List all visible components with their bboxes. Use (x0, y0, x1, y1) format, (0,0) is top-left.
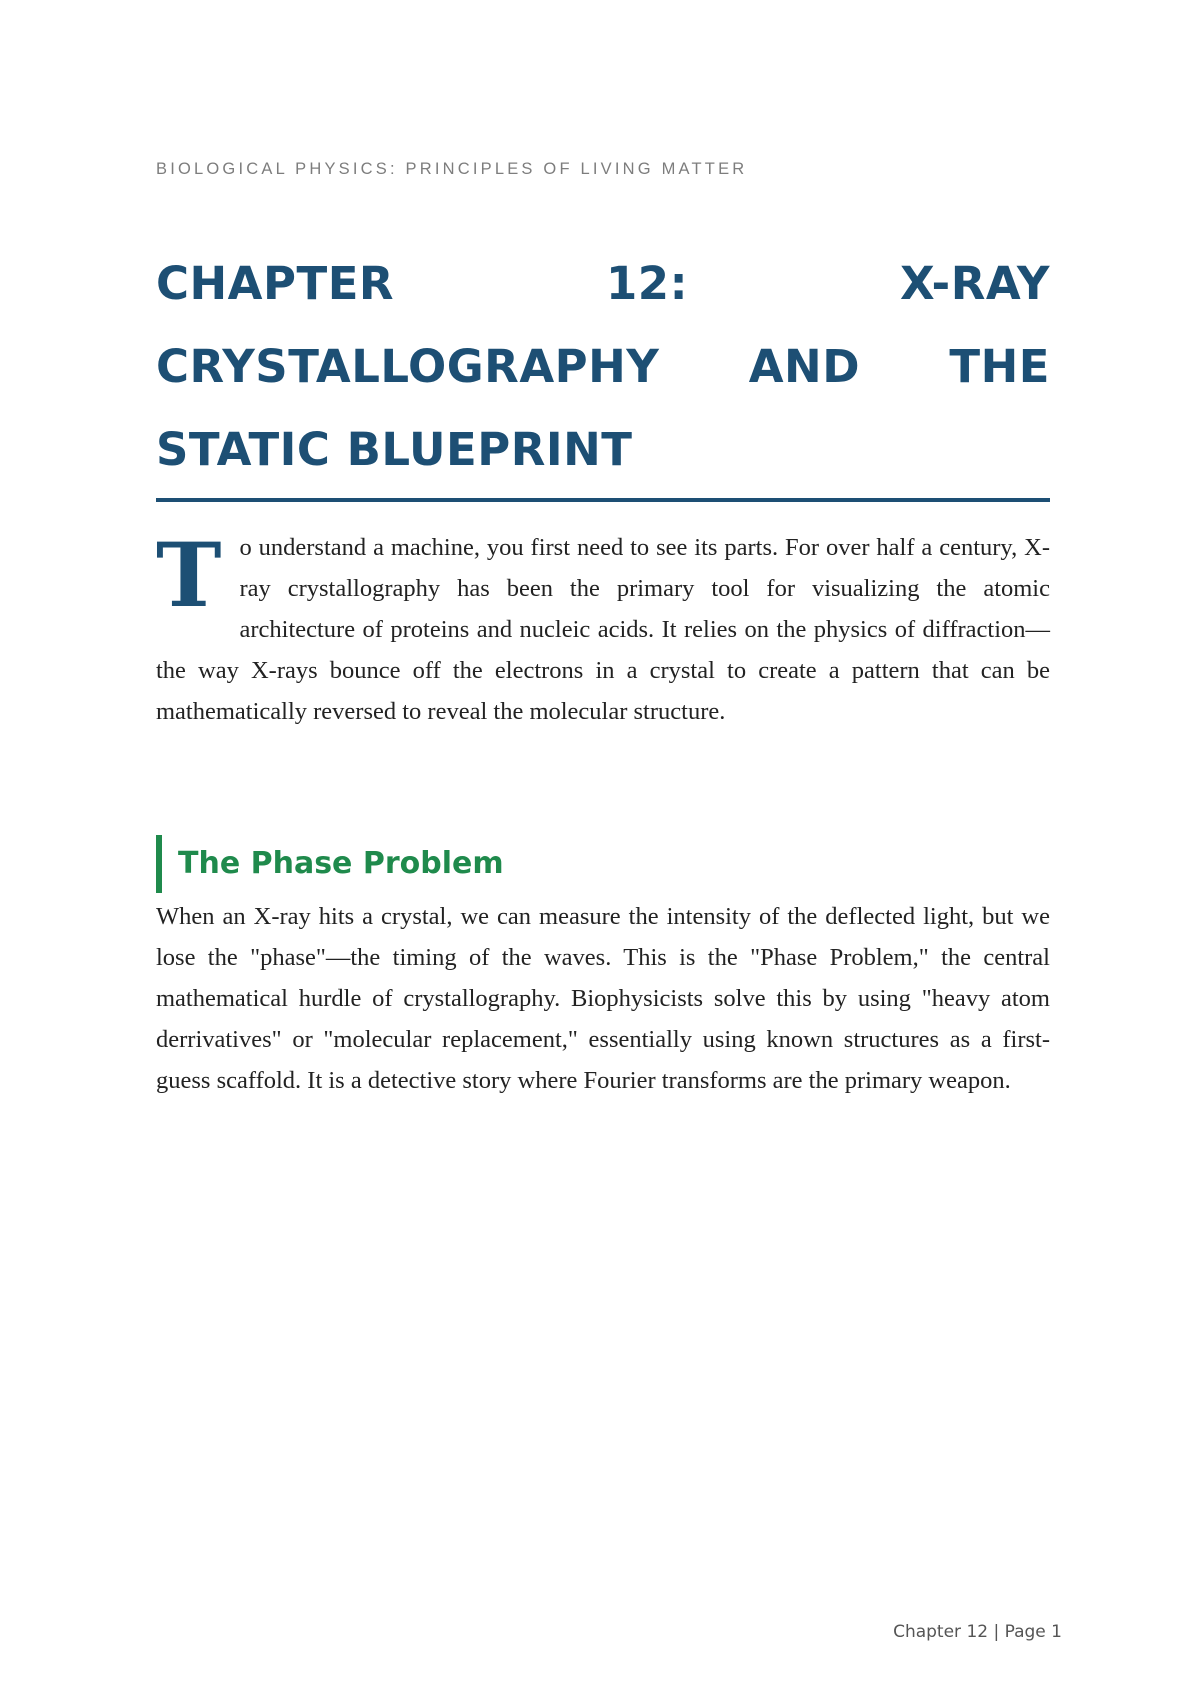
running-header: BIOLOGICAL PHYSICS: PRINCIPLES OF LIVING MATTER (156, 160, 748, 178)
drop-cap: T (156, 523, 222, 627)
intro-paragraph: o understand a machine, you first need to see its parts. For over half a century, X-ray crystallography has been the primary tool for visualizing the atomic architecture of proteins and nucleic acids. It relies on the physics of diffraction—the way X-rays bounce off the electrons in a crystal to create a pattern that can be mathematically reversed to reveal the molecular structure. (156, 534, 1050, 725)
section-paragraph: When an X-ray hits a crystal, we can measure the intensity of the deflected light, but we lose the "phase"—the timing of the waves. This is the "Phase Problem," the central mathematical hurdle of crystallography. Biophysicists solve this by using "heavy atom derrivatives" or "molecular replacement," essentially using known structures as a first-guess scaffold. It is a detective story where Fourier transforms are the primary weapon. (156, 903, 1050, 1094)
page-footer: Chapter 12 | Page 1 (893, 1622, 1062, 1642)
section-body (156, 896, 1050, 1101)
section-heading: The Phase Problem (156, 835, 504, 893)
title-divider (156, 498, 1050, 502)
intro-paragraph-block (156, 523, 1050, 732)
chapter-title: CHAPTER 12: X-RAY CRYSTALLOGRAPHY AND THE STATIC BLUEPRINT (156, 257, 1050, 476)
